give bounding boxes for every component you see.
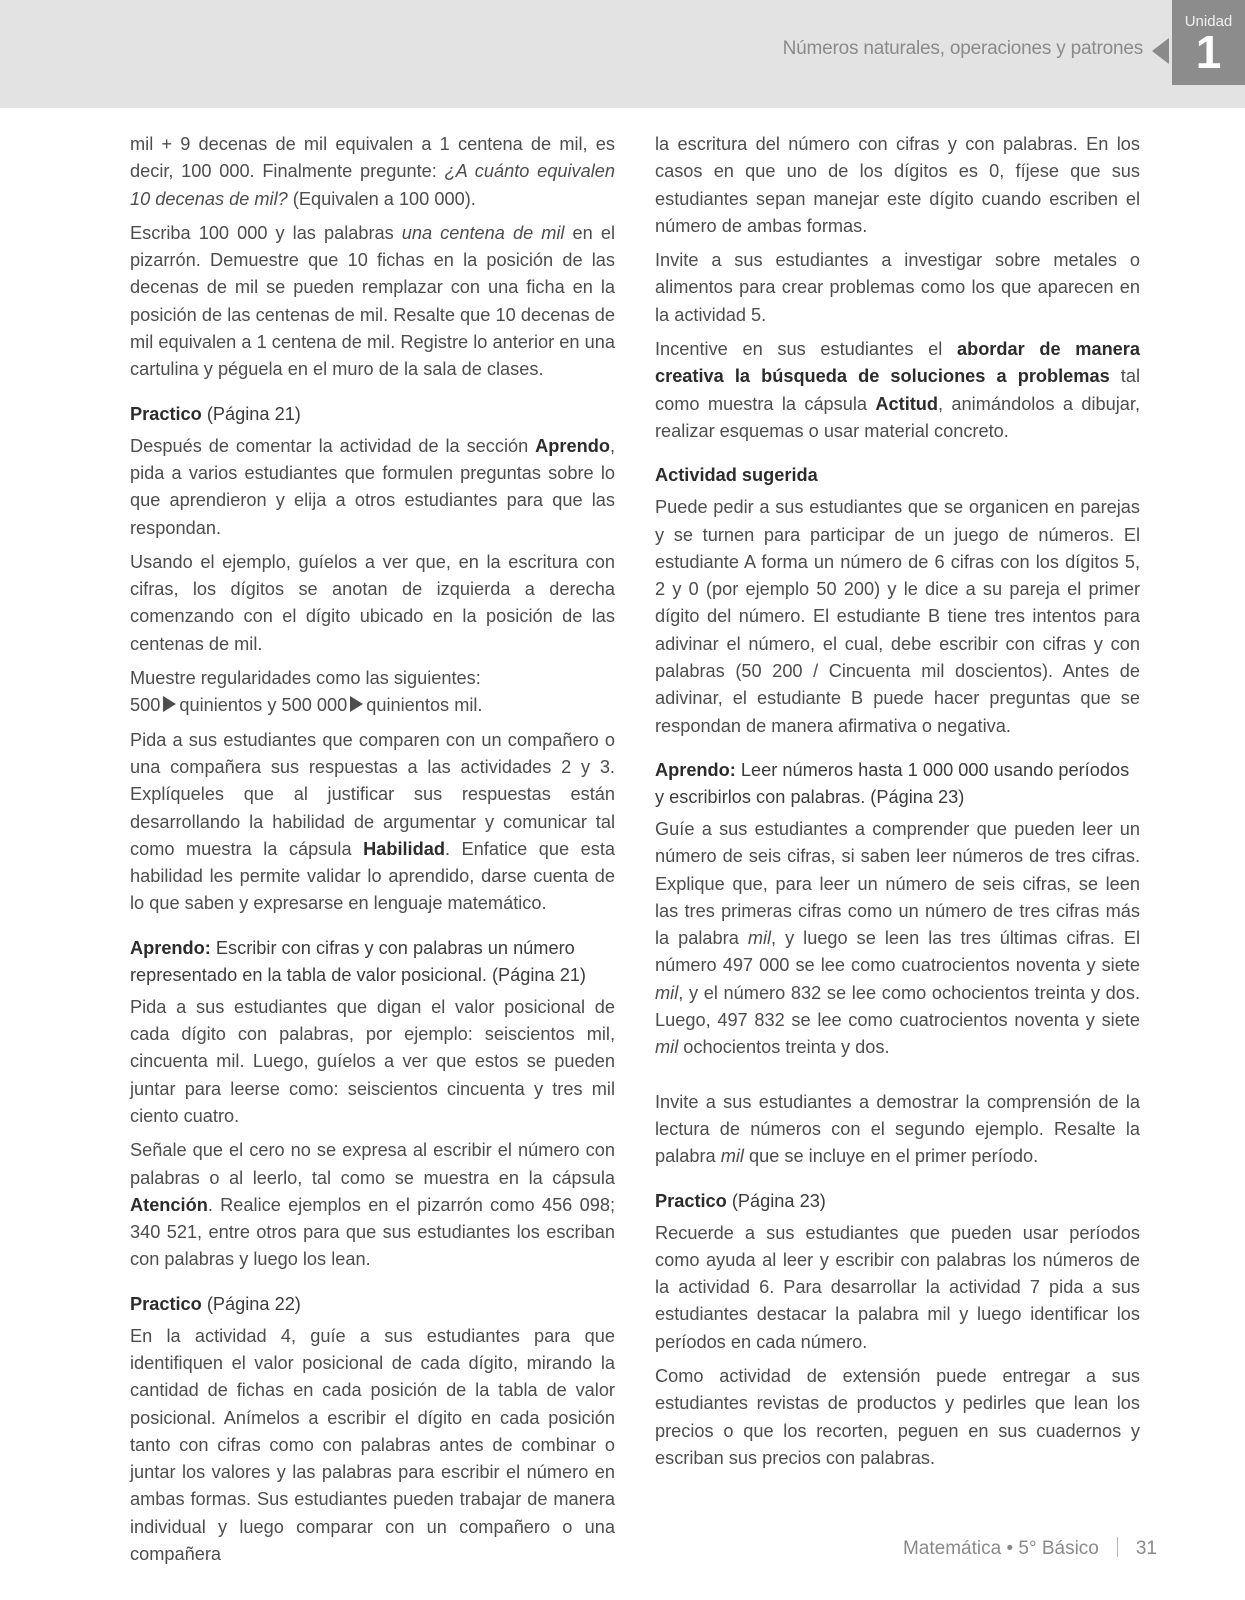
- section-heading: Aprendo: Escribir con cifras y con palabras un número representado en la tabla de valor posicional. (Página 21): [130, 937, 586, 985]
- paragraph: Pida a sus estudiantes que comparen con un compañero o una compañera sus respuestas a las actividades 2 y 3. Explíqueles que al justificar sus respuestas están desarrollando la habilidad de argumentar y comunicar tal como muestra la cápsula Habilidad. Enfatice que esta habilidad les permite validar lo aprendido, darse cuenta de lo que saben y expresarse en lenguaje matemático.: [130, 729, 615, 914]
- paragraph: Muestre regularidades como las siguientes:: [130, 668, 481, 689]
- page-header: [0, 0, 1245, 108]
- paragraph: Como actividad de extensión puede entregar a sus estudiantes revistas de productos y pedirles que lean los precios o que los recorten, peguen en sus cuadernos y escriban sus precios con palabras.: [655, 1365, 1140, 1468]
- paragraph: Escriba 100 000 y las palabras una centena de mil en el pizarrón. Demuestre que 10 fichas en la posición de las decenas de mil se pueden remplazar con una ficha en la posición de las centenas de mil. Resalte que 10 decenas de mil equivalen a 1 centena de mil. Registre lo anterior en una cartulina y péguela en el muro de la sala de clases.: [130, 222, 615, 380]
- paragraph: Después de comentar la actividad de la sección Aprendo, pida a varios estudiantes que formulen preguntas sobre lo que aprendieron y elija a otros estudiantes para que las respondan.: [130, 435, 615, 538]
- paragraph: Puede pedir a sus estudiantes que se organicen en parejas y se turnen para participar de un juego de números. El estudiante A forma un número de 6 cifras con los dígitos 5, 2 y 0 (por ejemplo 50 200) y le dice a su pareja el primer dígito del número. El estudiante B tiene tres intentos para adivinar el número, el cual, debe escribir con cifras y con palabras (50 200 / Cincuenta mil doscientos). Antes de adivinar, el estudiante B puede hacer preguntas que se respondan de manera afirmativa o negativa.: [655, 497, 1140, 736]
- section-heading: Aprendo: Leer números hasta 1 000 000 usando períodos y escribirlos con palabras. (Página 23): [655, 759, 1130, 807]
- paragraph: Incentive en sus estudiantes el abordar de manera creativa la búsqueda de soluciones a problemas tal como muestra la cápsula Actitud, animándolos a dibujar, realizar esquemas o usar material concreto.: [655, 339, 1141, 441]
- paragraph: Guíe a sus estudiantes a comprender que pueden leer un número de seis cifras, si saben leer números de tres cifras. Explique que, para leer un número de seis cifras, se leen las tres primeras cifras como un número de tres cifras más la palabra mil, y luego se leen las tres últimas cifras. El número 497 000 se lee como cuatrocientos noventa y siete mil, y el número 832 se lee como ochocientos treinta y dos. Luego, 497 832 se lee como cuatrocientos noventa y siete mil ochocientos treinta y dos.: [655, 818, 1141, 1058]
- right-column: [655, 131, 1140, 1479]
- book-title: Matemática • 5° Básico: [902, 1538, 1099, 1559]
- header-arrow-icon: [1152, 38, 1169, 64]
- chapter-title: Números naturales, operaciones y patrones: [782, 38, 1143, 59]
- paragraph: la escritura del número con cifras y con palabras. En los casos en que uno de los dígitos es 0, fíjese que sus estudiantes sepan manejar este dígito cuando escriben el número de ambas formas.: [655, 134, 1140, 236]
- page-number: 31: [1135, 1538, 1157, 1559]
- triangle-arrow-icon: [350, 696, 363, 712]
- unit-number: 1: [1195, 26, 1222, 78]
- paragraph: En la actividad 4, guíe a sus estudiantes para que identifiquen el valor posicional de cada dígito, mirando la cantidad de fichas en cada posición de la tabla de valor posicional. Anímelos a escribir el dígito en cada posición tanto con cifras como con palabras antes de combinar o juntar los valores y las palabras para escribir el número en ambas formas. Sus estudiantes pueden trabajar de manera individual y luego comparar con un compañero o una compañera: [130, 1325, 615, 1565]
- paragraph: Usando el ejemplo, guíelos a ver que, en la escritura con cifras, los dígitos se anotan de izquierda a derecha comenzando con el dígito ubicado en la posición de las centenas de mil.: [130, 551, 615, 654]
- spacer: [655, 1069, 1140, 1089]
- paragraph: Invite a sus estudiantes a demostrar la comprensión de la lectura de números con el segundo ejemplo. Resalte la palabra mil que se incluye en el primer período.: [655, 1091, 1140, 1167]
- paragraph: Recuerde a sus estudiantes que pueden usar períodos como ayuda al leer y escribir con palabras los números de la actividad 6. Para desarrollar la actividad 7 pida a sus estudiantes destacar la palabra mil y luego identificar los períodos en cada número.: [655, 1222, 1140, 1352]
- section-heading: Practico (Página 23): [655, 1190, 826, 1211]
- page-footer: [903, 1537, 1157, 1560]
- unit-tab: [1172, 0, 1245, 85]
- left-column: [130, 131, 615, 1575]
- paragraph: Señale que el cero no se expresa al escribir el número con palabras o al leerlo, tal como se muestra en la cápsula Atención. Realice ejemplos en el pizarrón como 456 098; 340 521, entre otros para que sus estudiantes los escriban con palabras y luego los lean.: [130, 1140, 615, 1270]
- section-heading: Actividad sugerida: [655, 465, 818, 486]
- paragraph: Pida a sus estudiantes que digan el valor posicional de cada dígito con palabras, por ejemplo: seiscientos mil, cincuenta mil. Luego, guíelos a ver que estos se pueden juntar para leerse como: seiscientos cincuenta y tres mil ciento cuatro.: [130, 996, 615, 1126]
- paragraph: mil + 9 decenas de mil equivalen a 1 centena de mil, es decir, 100 000. Finalmente pregunte: ¿A cuánto equivalen 10 decenas de mil? (Equivalen a 100 000).: [130, 134, 615, 209]
- section-heading: Practico (Página 22): [130, 1293, 301, 1314]
- regularity-example: 500 quinientos y 500 000 quinientos mil.: [130, 695, 483, 716]
- footer-divider: [1117, 1537, 1118, 1557]
- triangle-arrow-icon: [163, 696, 176, 712]
- paragraph: Invite a sus estudiantes a investigar sobre metales o alimentos para crear problemas como los que aparecen en la actividad 5.: [655, 250, 1140, 325]
- section-heading: Practico (Página 21): [130, 403, 301, 424]
- unit-label: Unidad: [1184, 13, 1233, 30]
